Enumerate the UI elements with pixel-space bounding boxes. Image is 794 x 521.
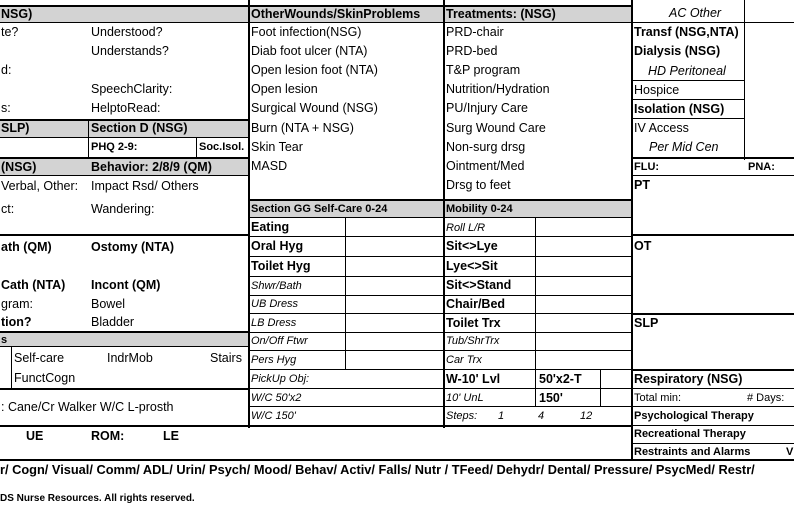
gg-score-divider: [345, 217, 346, 369]
s-divider: [11, 346, 12, 388]
divider-col1-col2: [248, 0, 250, 428]
col3-r10: [444, 406, 632, 407]
steps-value: 1: [498, 410, 505, 422]
col3-r8: [444, 369, 632, 370]
help-to-read-label: HelptoRead:: [91, 101, 161, 115]
wound-item: Diab foot ulcer (NTA): [251, 44, 368, 58]
col4-h5: [632, 157, 794, 159]
col3-r6: [444, 332, 632, 333]
steps-value: 12: [580, 410, 593, 422]
self-care-label: Self-care: [14, 351, 65, 365]
treatment-item: PRD-chair: [446, 25, 504, 39]
per-mid-cen-label: Per Mid Cen: [649, 140, 719, 154]
pt-label: PT: [634, 178, 650, 192]
recreational-therapy-label: Recreational Therapy: [634, 428, 746, 440]
gg-item: Shwr/Bath: [251, 280, 302, 292]
unl-value: 150': [539, 391, 563, 405]
cath-nta-label: Cath (NTA): [1, 278, 66, 292]
wound-item: Foot infection(NSG): [251, 25, 362, 39]
col4-h13: [632, 443, 794, 444]
funct-cogn-label: FunctCogn: [14, 371, 76, 385]
le-label: LE: [163, 429, 179, 443]
treatment-item: Nutrition/Hydration: [446, 82, 550, 96]
ot-label: OT: [634, 239, 652, 253]
col3-mob-top: [444, 199, 632, 201]
dialysis-label: Dialysis (NSG): [634, 44, 721, 58]
col2-r8: [249, 369, 443, 370]
devices-label: : Cane/Cr Walker W/C L-prosth: [1, 400, 174, 414]
w10-value: 50'x2-T: [539, 372, 582, 386]
speech-clarity-label: SpeechClarity:: [91, 82, 173, 96]
wound-item: MASD: [251, 159, 288, 173]
treatment-item: T&P program: [446, 63, 521, 77]
impact-label: Impact Rsd/ Others: [91, 179, 199, 193]
gg-item: LB Dress: [251, 317, 297, 329]
verbal-other-label: Verbal, Other:: [1, 179, 79, 193]
gg-item: W/C 150': [251, 410, 296, 422]
total-min-label: Total min:: [634, 392, 682, 404]
gg-item: Pers Hyg: [251, 354, 297, 366]
col4-h1: [632, 22, 794, 23]
s-header: s: [1, 334, 8, 346]
slp-header: SLP): [1, 121, 30, 135]
col4-h2: [632, 80, 744, 81]
ostomy-label: Ostomy (NTA): [91, 240, 175, 254]
wound-item: Open lesion: [251, 82, 318, 96]
mobility-item: Car Trx: [446, 354, 482, 366]
understood-label: Understood?: [91, 25, 163, 39]
respiratory-label: Respiratory (NSG): [634, 372, 743, 386]
treatment-item: Non-surg drsg: [446, 140, 526, 154]
copyright: DS Nurse Resources. All rights reserved.: [0, 493, 195, 504]
iv-access-label: IV Access: [634, 121, 689, 135]
divider-col2-col3: [443, 0, 445, 428]
col2-r5: [249, 313, 443, 314]
col2-r6: [249, 332, 443, 333]
ath-qm-label: ath (QM): [1, 240, 52, 254]
ct-label: ct:: [1, 202, 15, 216]
col4-h3: [632, 99, 744, 100]
col2-h1: [249, 22, 443, 23]
col2-r10: [249, 406, 443, 407]
hospice-label: Hospice: [634, 83, 680, 97]
phq-divider: [88, 120, 89, 158]
treatments-header: Treatments: (NSG): [446, 7, 556, 21]
col3-mob-h: [444, 217, 632, 218]
indr-mob-label: IndrMob: [107, 351, 153, 365]
section-d-header: Section D (NSG): [91, 121, 188, 135]
mobility-item: Sit<>Stand: [446, 278, 512, 292]
bladder-label: Bladder: [91, 315, 135, 329]
restraints-label: Restraints and Alarms: [634, 446, 751, 458]
rom-label: ROM:: [91, 429, 125, 443]
col1-header: NSG): [1, 7, 33, 21]
tion-label: tion?: [1, 315, 32, 329]
treatment-item: Drsg to feet: [446, 178, 511, 192]
care-areas-line: r/ Cogn/ Visual/ Comm/ ADL/ Urin/ Psych/ Mood/ Behav/ Activ/ Falls/ Nutr / TFeed/ Dehydr/ Dental/ Pressure/ PsycMed/ Restr/: [0, 462, 755, 477]
col1-h6: [0, 234, 248, 236]
col4-h8: [632, 313, 794, 315]
divider-col3-col4: [631, 0, 633, 460]
te-label: te?: [1, 25, 19, 39]
pna-label: PNA:: [748, 161, 775, 173]
treatment-item: Ointment/Med: [446, 159, 525, 173]
wound-item: Skin Tear: [251, 140, 303, 154]
col2-r4: [249, 295, 443, 296]
col2-r3: [249, 276, 443, 277]
mobility-item: Tub/ShrTrx: [446, 335, 500, 347]
col1-h3: [0, 137, 248, 138]
treatment-item: PRD-bed: [446, 44, 498, 58]
mobility-item: Sit<>Lye: [446, 239, 498, 253]
mobility-item: Lye<>Sit: [446, 259, 498, 273]
col4-h10: [632, 388, 794, 389]
flu-label: FLU:: [634, 161, 660, 173]
treatment-item: PU/Injury Care: [446, 101, 528, 115]
steps-value: 4: [538, 410, 545, 422]
col3-r2: [444, 256, 632, 257]
gg-item: PickUp Obj:: [251, 373, 310, 385]
slp-label: SLP: [634, 316, 659, 330]
mobility-item: Chair/Bed: [446, 297, 506, 311]
mob-score-divider: [535, 217, 536, 369]
col3-bottom: [444, 425, 632, 427]
mobility-item: Toilet Trx: [446, 316, 501, 330]
col4-h4: [632, 118, 744, 119]
col1-h4: [0, 157, 248, 159]
col3-h1: [444, 22, 632, 23]
restraints-tail: V: [786, 446, 794, 458]
gg-item: W/C 50'x2: [251, 392, 302, 404]
col1-h5: [0, 175, 248, 176]
soc-isol-label: Soc.Isol.: [199, 141, 245, 153]
col3-r1: [444, 236, 632, 237]
col2-r9: [249, 388, 443, 389]
col2-gg-h: [249, 217, 443, 218]
col4-h12: [632, 425, 794, 426]
col2-gg-top: [249, 199, 443, 201]
col2-r7: [249, 350, 443, 351]
d-label: d:: [1, 63, 12, 77]
ac-other-label: AC Other: [669, 6, 722, 20]
col3-r4: [444, 295, 632, 296]
s-label: s:: [1, 101, 11, 115]
col2-r2: [249, 256, 443, 257]
gg-item: Toilet Hyg: [251, 259, 311, 273]
isolation-label: Isolation (NSG): [634, 102, 725, 116]
psych-therapy-label: Psychological Therapy: [634, 410, 754, 422]
mobility-item: Steps:: [446, 410, 478, 422]
s-header-fill: [0, 332, 248, 346]
gram-label: gram:: [1, 297, 33, 311]
mobility-header: Mobility 0-24: [446, 203, 513, 215]
col3-r7: [444, 350, 632, 351]
stairs-label: Stairs: [210, 351, 242, 365]
col1-h10: [0, 425, 248, 427]
days-label: # Days:: [747, 392, 785, 404]
divider-col4-right: [744, 0, 745, 160]
mobility-item: 10' UnL: [446, 392, 484, 404]
wandering-label: Wandering:: [91, 202, 155, 216]
gg-item: Eating: [251, 220, 290, 234]
mobility-item: W-10' Lvl: [446, 372, 501, 386]
col4-h11: [632, 406, 794, 407]
col3-r3: [444, 276, 632, 277]
treatment-item: Surg Wound Care: [446, 121, 546, 135]
col2-bottom: [249, 425, 443, 427]
incont-label: Incont (QM): [91, 278, 161, 292]
bowel-label: Bowel: [91, 297, 126, 311]
col4-h6: [632, 175, 794, 176]
wound-item: Open lesion foot (NTA): [251, 63, 378, 77]
col1-top: [0, 5, 248, 7]
col3-r9: [444, 388, 632, 389]
phq-label: PHQ 2-9:: [91, 141, 138, 153]
col4-h9: [632, 369, 794, 371]
col1-h8: [0, 346, 248, 347]
soc-divider: [196, 137, 197, 158]
wound-item: Burn (NTA + NSG): [251, 121, 354, 135]
wound-item: Surgical Wound (NSG): [251, 101, 378, 115]
col1-h7: [0, 331, 248, 333]
col3-r5: [444, 313, 632, 314]
gg-item: On/Off Ftwr: [251, 335, 308, 347]
wounds-header: OtherWounds/SkinProblems: [251, 7, 421, 21]
hd-peritoneal-label: HD Peritoneal: [648, 64, 726, 78]
col2-r1: [249, 236, 443, 237]
gg-header: Section GG Self-Care 0-24: [251, 203, 388, 215]
gg-item: Oral Hyg: [251, 239, 304, 253]
gg-item: UB Dress: [251, 298, 299, 310]
col1-h9: [0, 388, 248, 390]
nsg-header: (NSG): [1, 160, 37, 174]
understands-label: Understands?: [91, 44, 169, 58]
mobility-item: Roll L/R: [446, 222, 486, 234]
behavior-header: Behavior: 2/8/9 (QM): [91, 160, 212, 174]
transf-label: Transf (NSG,NTA): [634, 25, 739, 39]
col1-header-fill: [0, 6, 248, 22]
ue-label: UE: [26, 429, 44, 443]
col1-h1: [0, 22, 248, 23]
col4-h7: [632, 234, 794, 236]
